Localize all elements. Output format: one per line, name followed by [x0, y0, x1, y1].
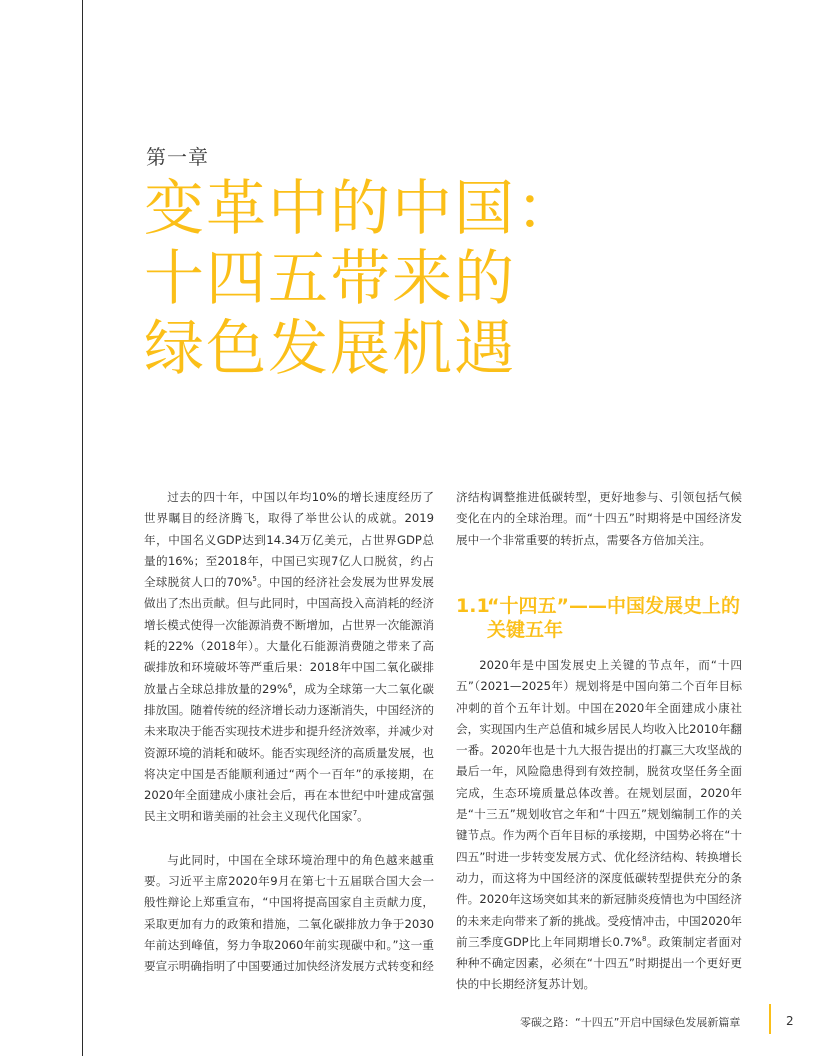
footer-divider: [769, 1004, 771, 1034]
paragraph-2: 与此同时，中国在全球环境治理中的角色越来越重要。习近平主席2020年9月在第七十五届联合国大会一般性辩论上郑重宣布，“中国将提高国家自主贡献力度，采取更加有力的政策和措施，二氧化碳排放力争于2030年前达到峰值，努力争取2060年前实现碳中和。”这一重要宣示明确指明了中国要通过加快经济发展方式转变和经: [144, 852, 434, 974]
right-column: [456, 655, 742, 996]
paragraph-3: [456, 655, 742, 996]
left-column: [144, 487, 434, 978]
paragraph-1-part-b: 。中国的经济社会发展为世界发展做出了杰出贡献。但与此同时，中国高投入高消耗的经济增长模式使得一次能源消费不断增加，占世界一次能源消耗的22%（2018年）。大量化石能源消费随之带来了高碳排放和环境破坏等严重后果：2018年中国二氧化碳排放量占全球总排放量的29%: [144, 575, 434, 696]
footnote-ref-6[interactable]: 6: [287, 681, 293, 690]
title-line-1: 变革中的中国：: [144, 174, 578, 244]
paragraph-2-continued: 济结构调整推进低碳转型，更好地参与、引领包括气候变化在内的全球治理。而“十四五”时期将是中国经济发展中一个非常重要的转折点，需要各方倍加关注。: [456, 490, 742, 547]
left-margin-rule: [82, 0, 83, 1056]
chapter-title: [144, 174, 578, 384]
paragraph-1-part-a: 过去的四十年，中国以年均10%的增长速度经历了世界瞩目的经济腾飞，取得了举世公认的成就。2019年，中国名义GDP达到14.34万亿美元，占世界GDP总量的16%；至2018年，中国已实现7亿人口脱贫，约占全球脱贫人口的70%: [144, 490, 434, 590]
right-column-continuation: [456, 487, 742, 551]
paragraph-1-part-d: 。: [357, 809, 369, 824]
paragraph-3-part-a: 2020年是中国发展史上关键的节点年，而“十四五”（2021—2025年）规划将是中国向第二个百年目标冲刺的首个五年计划。中国在2020年全面建成小康社会，实现国内生产总值和城乡居民人均收入比2010年翻一番。2020年也是十九大报告提出的打赢三大攻坚战的最后一年，风险隐患得到有效控制，脱贫攻坚任务全面完成，生态环境质量总体改善。在规划层面，2020年是“十三五”规划收官之年和“十四五”规划编制工作的关键节点。作为两个百年目标的承接期，中国势必将在“十四五”时进一步转变发展方式、优化经济结构、转换增长动力，而这将为中国经济的深度低碳转型提供充分的条件。2020年这场突如其来的新冠肺炎疫情也为中国经济的未来走向带来了新的挑战。受疫情冲击，中国2020年前三季度GDP比上年同期增长0.7%: [456, 658, 742, 949]
footnote-ref-8[interactable]: 8: [642, 935, 647, 943]
paragraph-1-part-c: ，成为全球第一大二氧化碳排放国。随着传统的经济增长动力逐渐消失，中国经济的未来取决于能否实现技术进步和提升经济效率，并减少对资源环境的消耗和破坏。能否实现经济的高质量发展，也将决定中国是否能顺利通过“两个一百年”的承接期，在2020年全面建成小康社会后，再在本世纪中叶建成富强民主文明和谐美丽的社会主义现代化国家: [144, 681, 434, 824]
section-title: “十四五”——中国发展史上的关键五年: [487, 595, 740, 641]
title-line-3: 绿色发展机遇: [144, 314, 516, 384]
chapter-label: 第一章: [146, 145, 209, 169]
paragraph-3-part-b: 。政策制定者面对种种不确定因素，必须在“十四五”时期提出一个更好更快的中长期经济复苏计划。: [456, 934, 742, 992]
paragraph-1: [144, 487, 434, 828]
footnote-ref-5[interactable]: 5: [252, 575, 257, 584]
footnote-ref-7[interactable]: 7: [352, 809, 358, 818]
title-line-2: 十四五带来的: [144, 244, 516, 314]
section-number: 1.1: [456, 595, 490, 617]
footer-report-title: 零碳之路：“十四五”开启中国绿色发展新篇章: [520, 1016, 741, 1029]
page-number: 2: [786, 1014, 794, 1028]
